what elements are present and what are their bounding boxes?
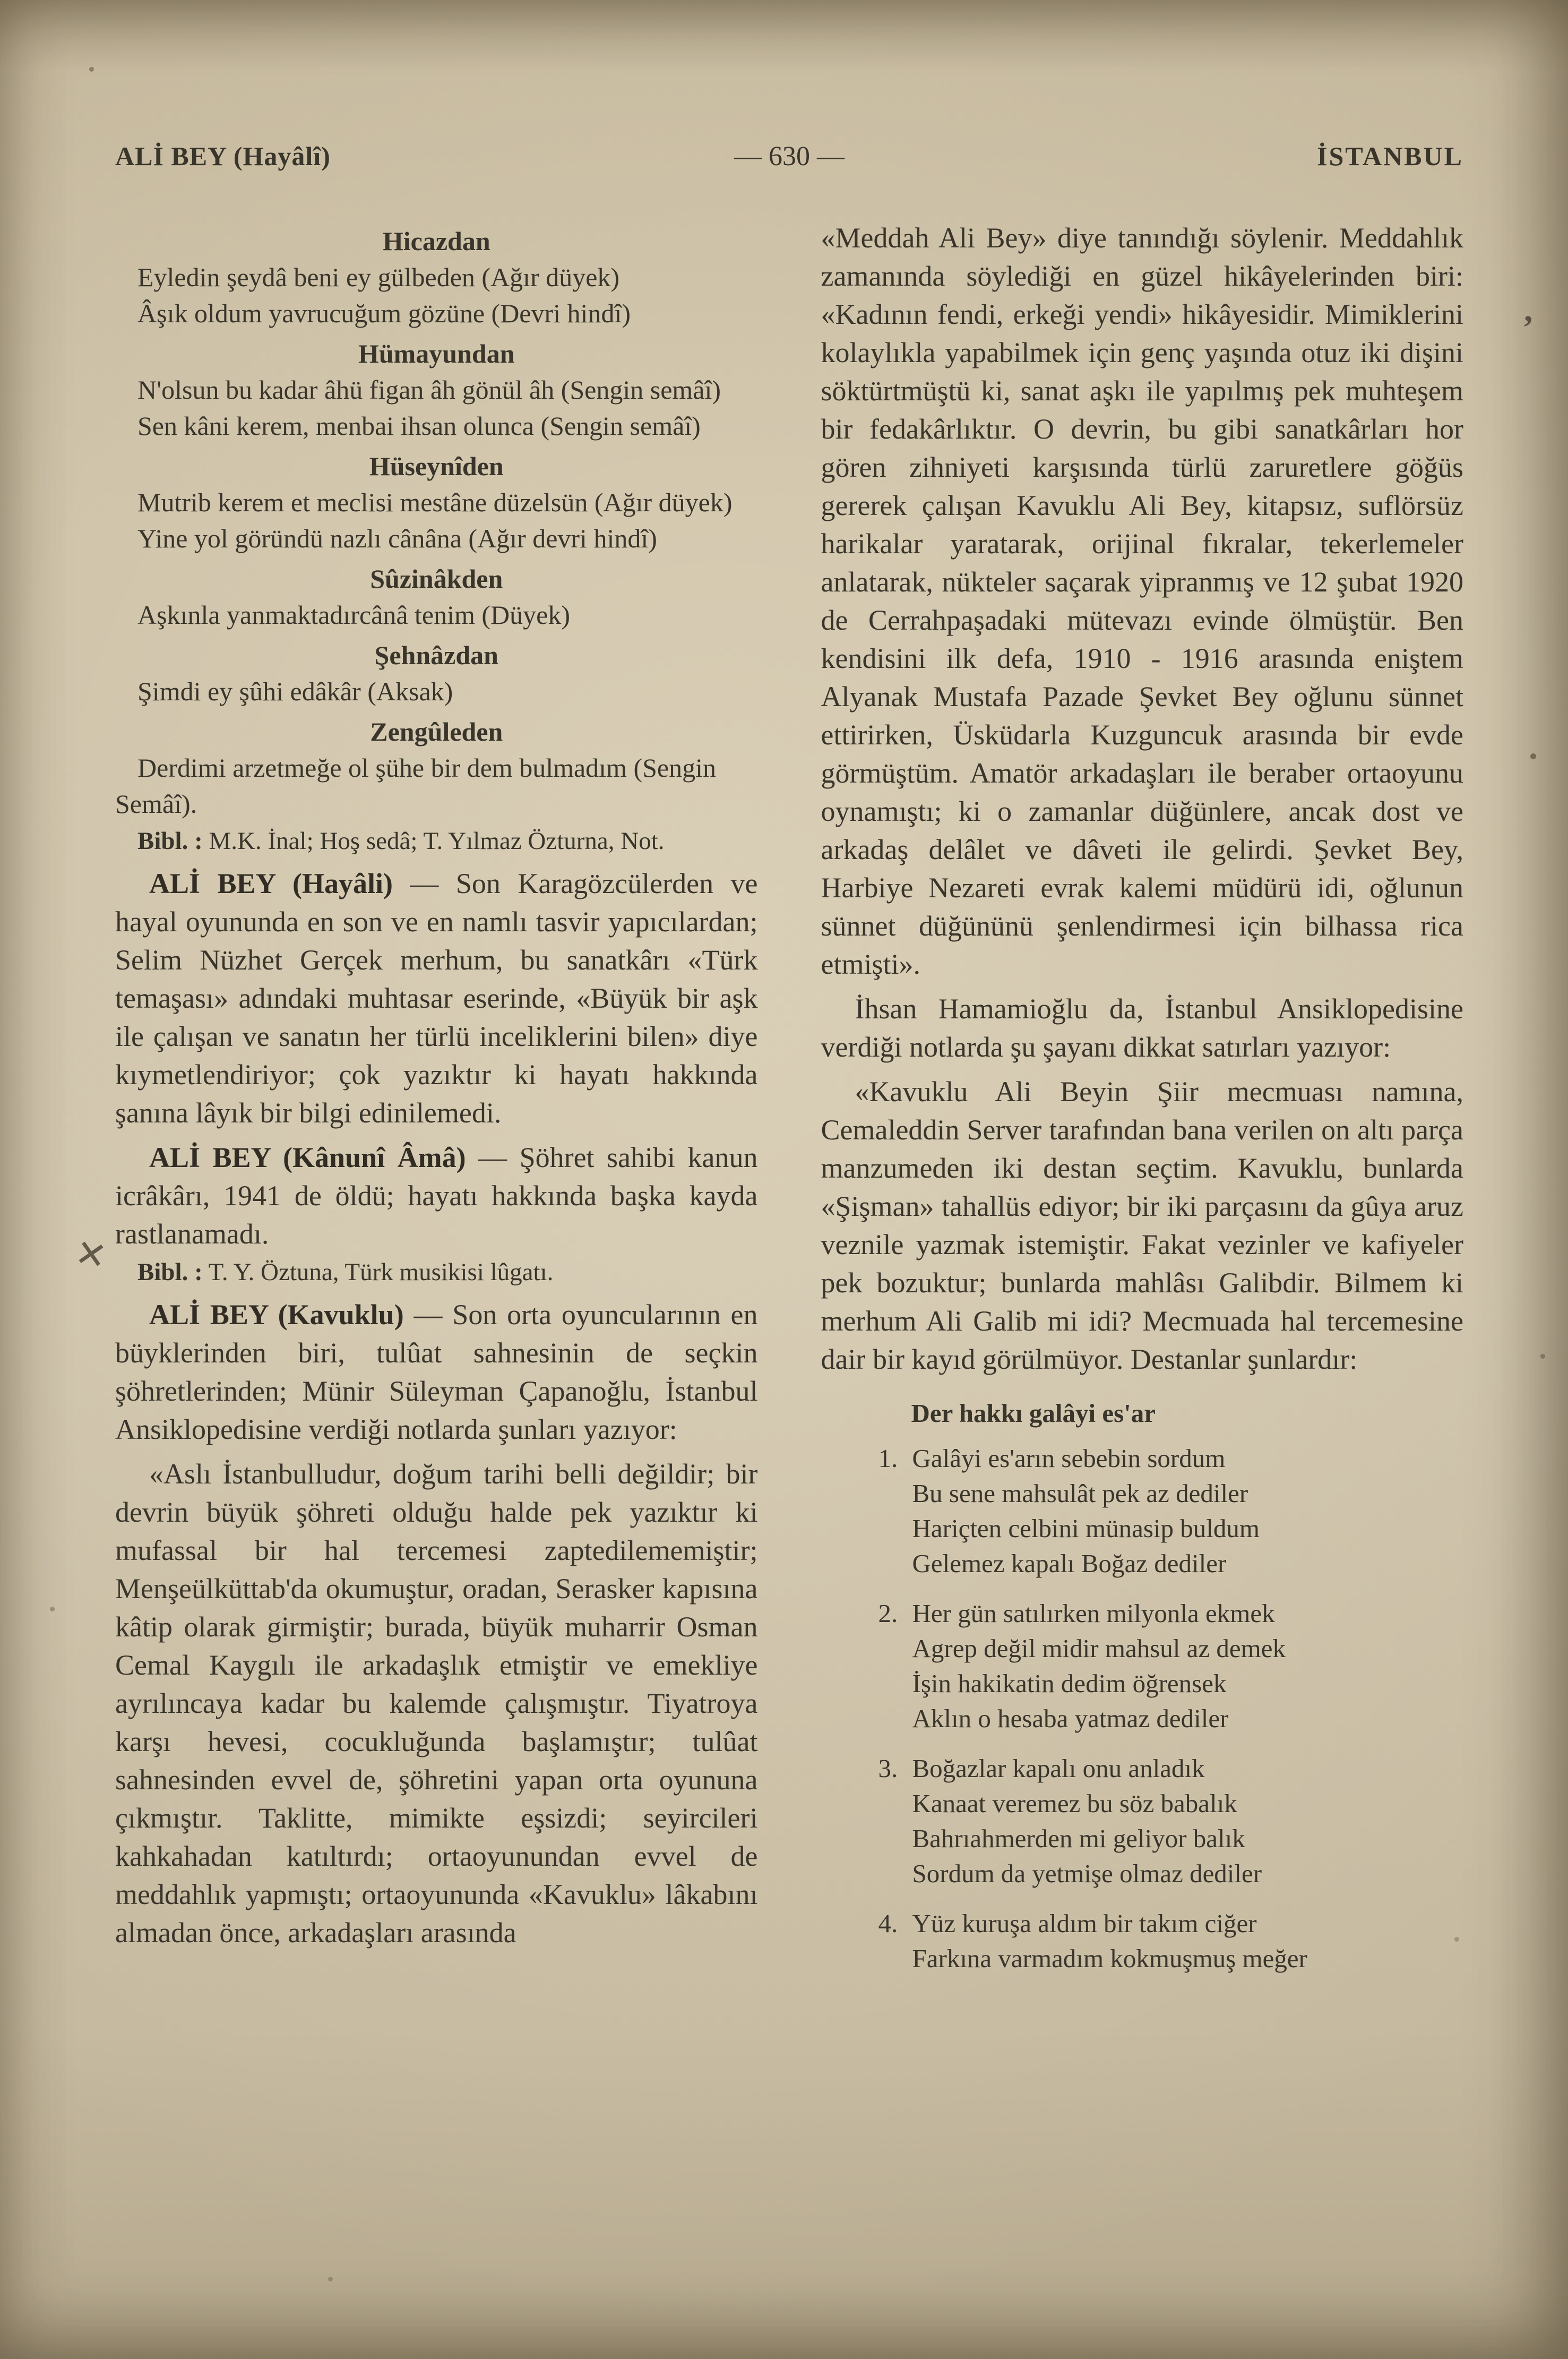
stanza-1 (878, 1441, 1464, 1581)
makam-section-suzinak (115, 561, 758, 633)
makam-section-huseyni (115, 448, 758, 556)
makam-section-humayun (115, 336, 758, 444)
stanza-line: Galâyi es'arın sebebin sordum (912, 1444, 1226, 1473)
paragraph-continuation: «Meddah Ali Bey» diye tanındığı söylenir. Meddahlık zamanında söylediği en güzel hikâyelerinden biri: «Kadının fendi, erkeği yendi» hikâyesidir. Mimiklerini kolaylıkla yapabilmek için genç yaşında otuz iki dişini söktürtmüştü ki, sanat aşkı ile yapılmış pek muhteşem bir fedakârlıktır. O devrin, bu gibi sanatkârları hor gören zihniyeti karşısında türlü zaruretlere göğüs gererek çalışan Kavuklu Ali Bey, kitapsız, suflörsüz harikalar yaratarak, orijinal fıkralar, tekerlemeler anlatarak, nükteler saçarak yipranmış ve 12 şubat 1920 de Cerrahpaşadaki mütevazı evinde ölmüştür. Ben kendisini ilk defa, 1910 - 1916 arasında eniştem Alyanak Mustafa Pazade Şevket Bey oğlunu sünnet ettirirken, Üsküdarla Kuzguncuk arasında bir evde görmüştüm. Amatör arkadaşları ile beraber ortaoyunu oynamıştı; ki o zamanlar düğünlere, ancak dost ve arkadaş delâlet ve dâveti ile gelirdi. Şevket Bey, Harbiye Nezareti evrak kalemi müdürü idi, oğlunun sünnet düğününü şenlendirmesi için bilhassa rica etmişti». (821, 222, 1463, 980)
right-column (821, 219, 1464, 1991)
stanza-2 (878, 1596, 1464, 1736)
bibliography-text: M.K. İnal; Hoş sedâ; T. Yılmaz Özturna, Not. (209, 827, 665, 855)
verse-line: Şimdi ey şûhi edâkâr (Aksak) (137, 676, 453, 706)
stanza-line: Agrep değil midir mahsul az demek (912, 1634, 1286, 1663)
verse-line: Yine yol göründü nazlı cânâna (Ağır devri hindî) (137, 524, 657, 553)
stanza-line: Farkına varmadım kokmuşmuş meğer (912, 1944, 1307, 1973)
stanza-line: Yüz kuruşa aldım bir takım ciğer (912, 1909, 1257, 1938)
stanza-number: 1. (878, 1444, 898, 1473)
verse-line: Aşkınla yanmaktadırcânâ tenim (Düyek) (137, 600, 570, 630)
stanza-line: Sordum da yetmişe olmaz dediler (912, 1859, 1262, 1888)
makam-section-sehnaz (115, 637, 758, 709)
makam-heading: Sûzinâkden (370, 564, 503, 594)
stanza-line: Boğazlar kapalı onu anladık (912, 1754, 1205, 1783)
encyclopedia-entry-hayali (115, 864, 758, 1132)
makam-heading: Hüseynîden (369, 451, 504, 481)
verse-line: Sen kâni kerem, menbai ihsan olunca (Sengin semâî) (137, 411, 701, 441)
stanza-line: Aklın o hesaba yatmaz dediler (912, 1704, 1229, 1733)
stanza-lines (912, 1906, 1464, 1976)
entry-title: ALİ BEY (Kânunî Âmâ) (149, 1142, 466, 1173)
entry-body: — Son Karagözcülerden ve hayal oyununda en son ve en namlı tasvir yapıcılardan; Selim Nüzhet Gerçek merhum, bu sanatkârı «Türk temaşası» adındaki muhtasar eserinde, «Büyük bir aşk ile çalışan ve sanatın her türlü inceliklerini bilen» diye kıymetlendiriyor; çok yazıktır ki hayatı hakkında şanına lâyık bir bilgi edinilemedi. (115, 868, 758, 1129)
bibliography-text: T. Y. Öztuna, Türk musikisi lûgatı. (208, 1258, 554, 1286)
stanza-line: Hariçten celbini münasip buldum (912, 1514, 1260, 1543)
verse-line: Âşık oldum yavrucuğum gözüne (Devri hindî) (137, 298, 631, 328)
makam-section-zengule (115, 714, 758, 822)
stanza-line: Her gün satılırken milyonla ekmek (912, 1599, 1275, 1628)
stanza-line: Gelemez kapalı Boğaz dediler (912, 1549, 1227, 1578)
verse-line: Mutrib kerem et meclisi mestâne düzelsün (Ağır düyek) (137, 487, 733, 517)
makam-heading: Zengûleden (370, 717, 503, 747)
running-title-right: İSTANBUL (1317, 141, 1463, 171)
entry-body: — Son orta oyuncularının en büyklerinden biri, tulûat sahnesinin de seçkin şöhretlerinden; Münir Süleyman Çapanoğlu, İstanbul Ansiklopedisine verdiği notlarda şunları yazıyor: (115, 1299, 758, 1445)
makam-heading: Hümayundan (358, 339, 515, 368)
makam-heading: Hicazdan (382, 226, 490, 256)
entry-title: ALİ BEY (Kavuklu) (149, 1299, 404, 1331)
stanza-lines (912, 1751, 1464, 1891)
encyclopedia-entry-kanuni (115, 1138, 758, 1253)
stanza-line: Bahrıahmerden mi geliyor balık (912, 1824, 1245, 1853)
running-title-left: ALİ BEY (Hayâlî) (115, 141, 331, 171)
encyclopedia-entry-kavuklu (115, 1296, 758, 1448)
stanza-number: 4. (878, 1909, 898, 1938)
poem-title: Der hakkı galâyi es'ar (911, 1399, 1156, 1428)
stanza-line: İşin hakikatin dedim öğrensek (912, 1669, 1227, 1698)
bibliography-label: Bibl. : (137, 1258, 203, 1286)
makam-section-hicaz (115, 223, 758, 331)
bibliography-label: Bibl. : (137, 827, 203, 855)
handwritten-x-mark: ✕ (72, 1230, 110, 1279)
verse-line: Eyledin şeydâ beni ey gülbeden (Ağır düyek) (137, 262, 620, 292)
stanza-lines (912, 1441, 1464, 1581)
left-column (115, 219, 758, 1991)
entry-body: — Şöhret sahibi kanun icrâkârı, 1941 de öldü; hayatı hakkında başka kayda rastlanamadı. (115, 1142, 758, 1250)
stanza-line: Bu sene mahsulât pek az dediler (912, 1479, 1248, 1508)
verse-line: Derdimi arzetmeğe ol şühe bir dem bulmadım (Sengin Semâî). (115, 753, 716, 819)
bibliography-note (115, 1255, 758, 1289)
text-columns (0, 219, 1568, 1991)
page-number: — 630 — (734, 141, 845, 171)
entry-title: ALİ BEY (Hayâli) (149, 868, 393, 899)
makam-heading: Şehnâzdan (374, 640, 498, 670)
stanza-line: Kanaat veremez bu söz babalık (912, 1789, 1237, 1818)
page-header (0, 0, 1568, 174)
bibliography-note (115, 824, 758, 858)
paragraph-kavuklu-poems: «Kavuklu Ali Beyin Şiir mecmuası namına, Cemaleddin Server tarafından bana verilen on altı parça manzumeden iki destan seçtim. Kavuklu, bunlarda «Şişman» tahallüs ediyor; bir iki parçasını da gûya aruz veznile yazmak istemiştir. Fakat vezinler ve kafiyeler pek bozuktur; bunlarda mahlâsı Galibdir. Bilmem ki merhum Ali Galib mi idi? Mecmuada hal tercemesine dair bir kayıd görülmüyor. Destanlar şunlardır: (821, 1076, 1463, 1375)
stanza-lines (912, 1596, 1464, 1736)
stanza-3 (878, 1751, 1464, 1891)
verse-line: N'olsun bu kadar âhü figan âh gönül âh (Sengin semâî) (137, 375, 721, 405)
paragraph-ihsan: İhsan Hamamioğlu da, İstanbul Ansiklopedisine verdiği notlarda şu şayanı dikkat satırları yazıyor: (821, 993, 1463, 1063)
stanza-4 (878, 1906, 1464, 1976)
ink-mark: ’ (1522, 308, 1534, 346)
stanza-number: 3. (878, 1754, 898, 1783)
stanza-number: 2. (878, 1599, 898, 1628)
quote-paragraph: «Aslı İstanbulludur, doğum tarihi belli değildir; bir devrin büyük şöhreti olduğu halde pek yazıktır ki mufassal bir hal tercemesi zaptedilememiştir; Menşeülküttab'da okumuştur, oradan, Serasker kapısına kâtip olarak girmiştir; burada, büyük muharrir Osman Cemal Kaygılı ile arkadaşlık etmiştir ve emekliye ayrılıncaya kadar bu kalemde çalışmıştır. Tiyatroya karşı hevesi, cocukluğunda başlamıştır; tulûat sahnesinden evvel de, şöhretini yapan orta oyununa çıkmıştır. Taklitte, mimikte eşsizdi; seyircileri kahkahadan katıltırdı; ortaoyunundan evvel de meddahlık yapmıştı; ortaoyununda «Kavuklu» lâkabını almadan önce, arkadaşları arasında (115, 1458, 758, 1949)
